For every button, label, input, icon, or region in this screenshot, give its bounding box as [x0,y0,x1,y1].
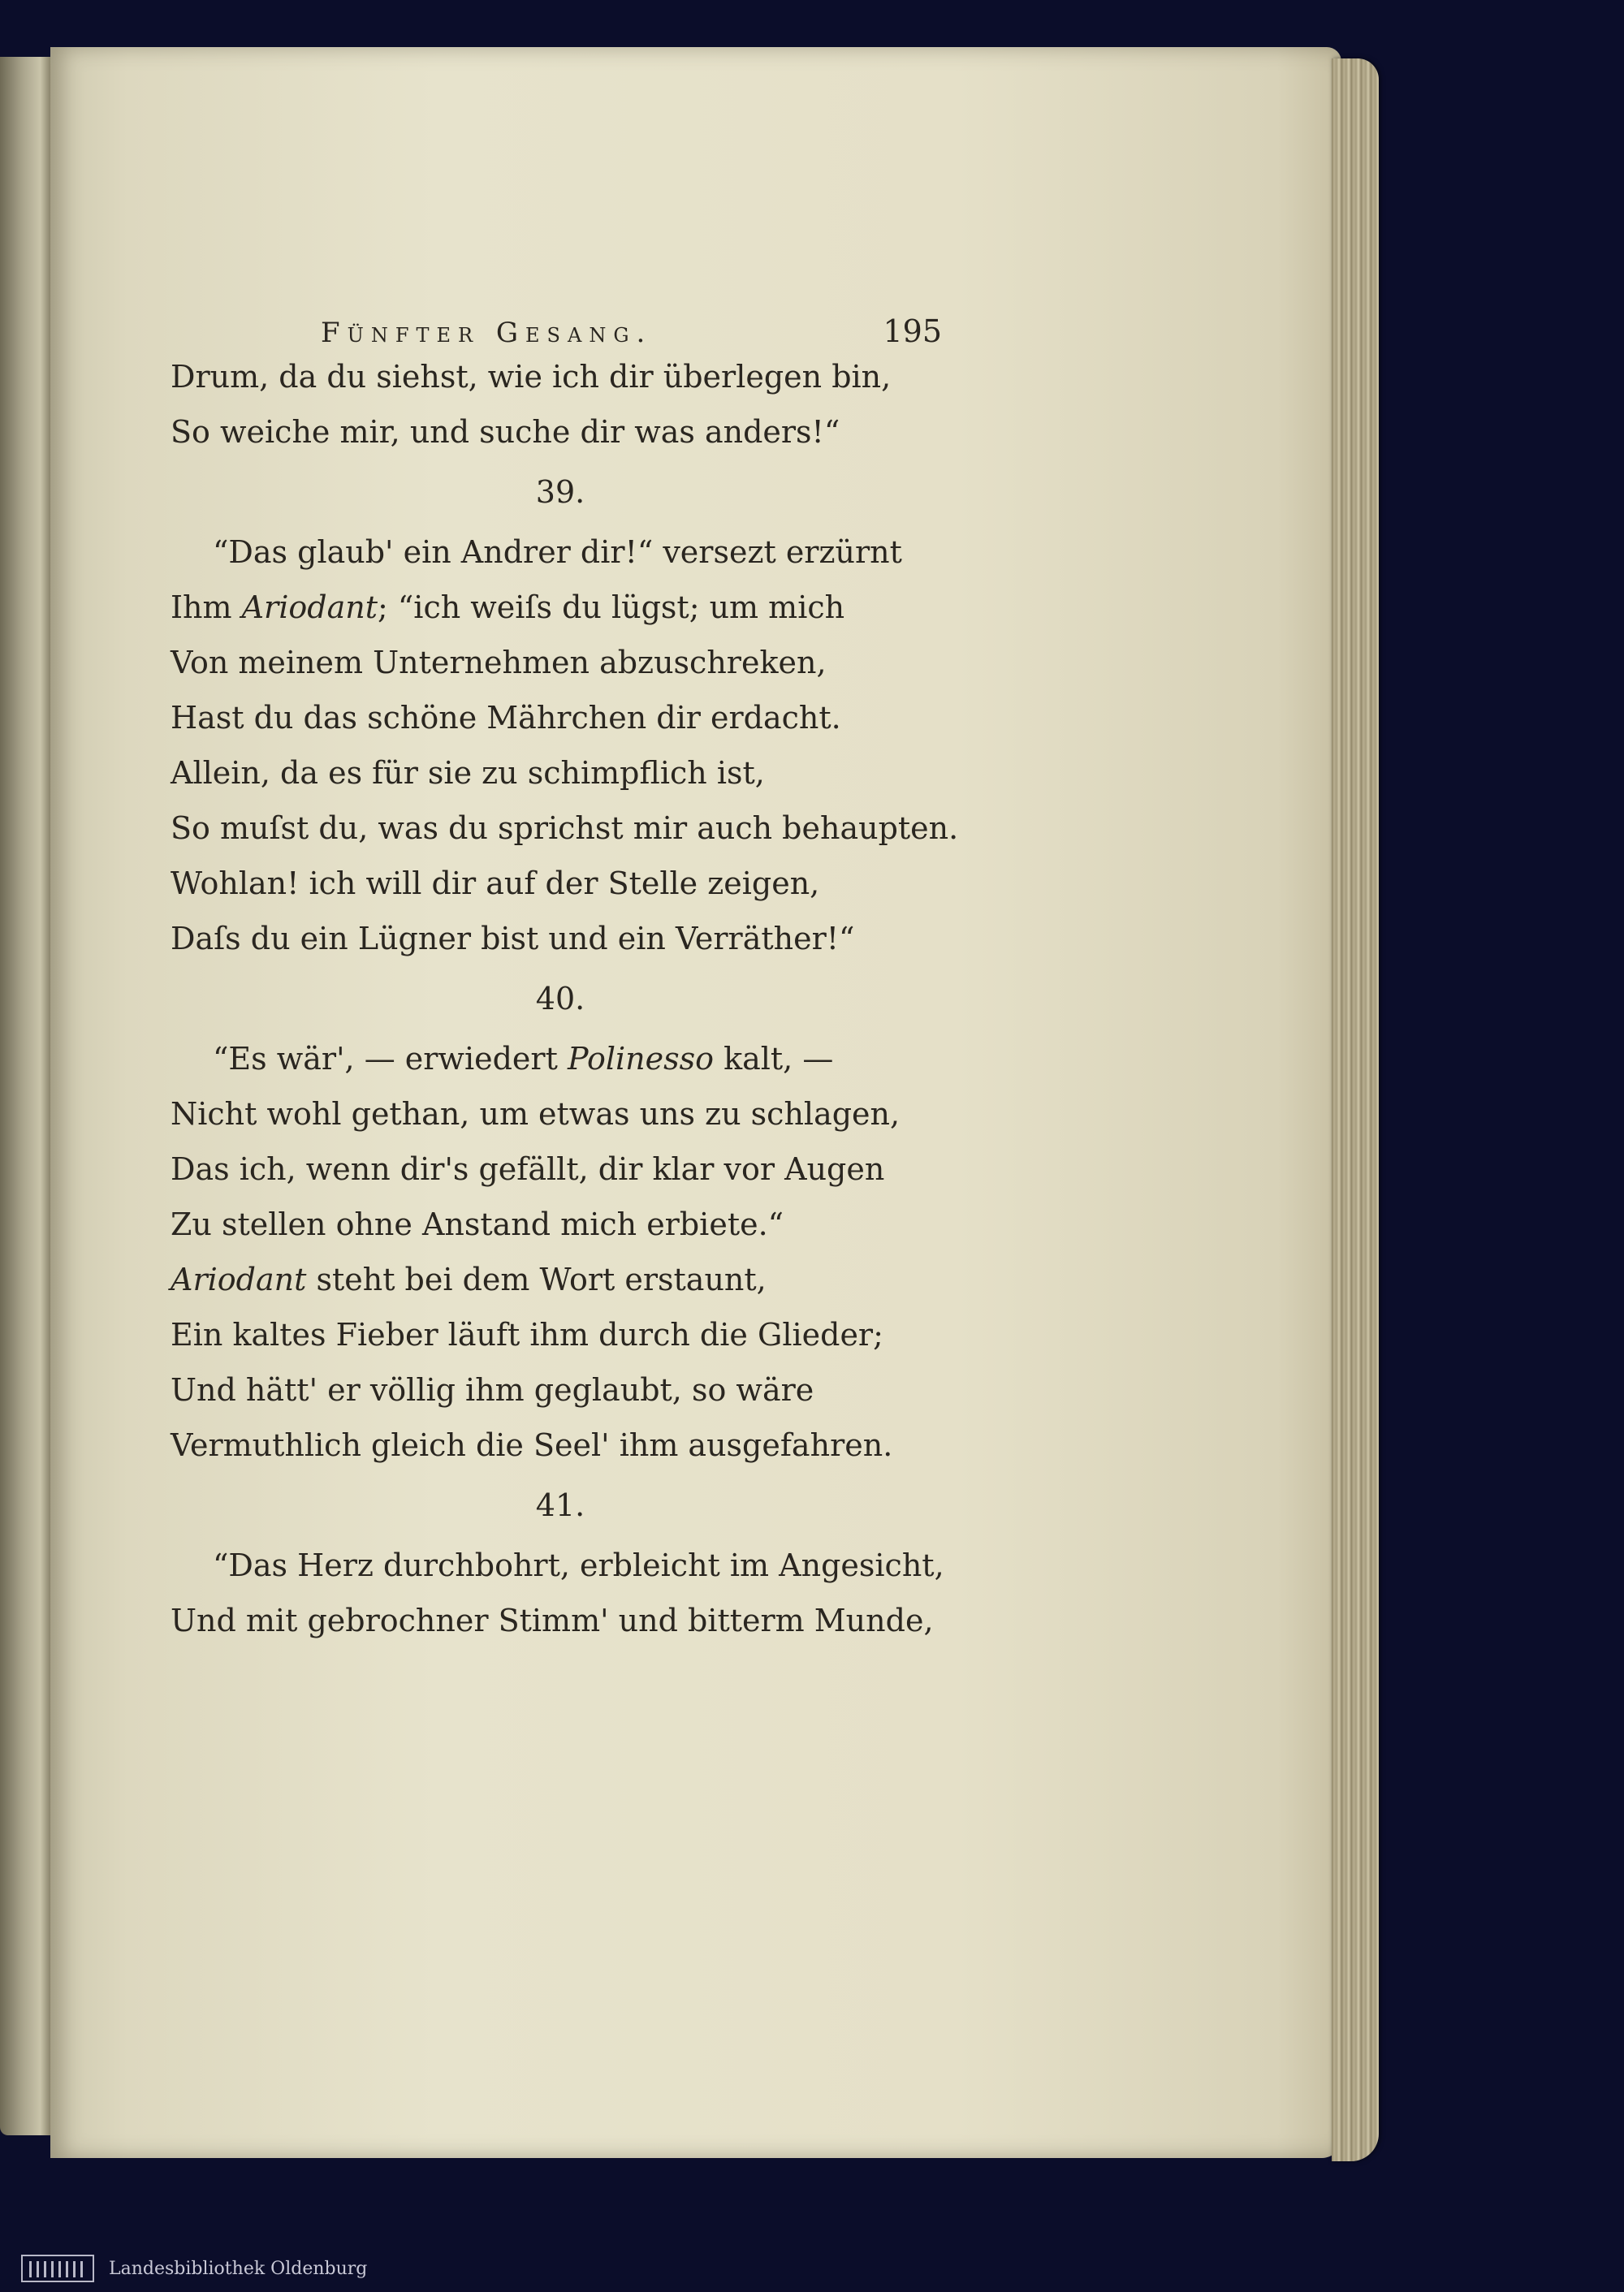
verse-line: Das ich, wenn dir's gefällt, dir klar vor Augen [171,1151,885,1187]
verse-line [171,1252,950,1307]
verse-line [171,1031,950,1086]
page-number: 195 [883,313,942,349]
verse-line: “Das glaub' ein Andrer dir!“ versezt erzürnt [213,534,902,570]
italic-name: Polinesso [567,1041,714,1077]
verse-line: Vermuthlich gleich die Seel' ihm ausgefahren. [171,1427,893,1463]
verse-line: Drum, da du siehst, wie ich dir überlegen bin, [171,359,892,395]
verse-line: Von meinem Unternehmen abzuschreken, [171,645,827,680]
verse-fragment: Ihm [171,589,242,625]
library-building-icon [21,2255,94,2282]
page-block-edge [1332,58,1379,2161]
verse-line: Zu stellen ohne Anstand mich erbiete.“ [171,1206,784,1242]
verse-line: Wohlan! ich will dir auf der Stelle zeigen, [171,865,820,901]
verse-line: Und mit gebrochner Stimm' und bitterm Munde, [171,1603,934,1638]
stanza-number: 40. [535,981,585,1017]
italic-name: Ariodant [241,589,378,625]
verse-fragment: “Es wär', — erwiedert [213,1041,568,1077]
verse-line: Nicht wohl gethan, um etwas uns zu schlagen, [171,1096,901,1132]
verse-line: Daſs du ein Lügner bist und ein Verräther!“ [171,921,855,956]
verse-line: So weiche mir, und suche dir was anders!“ [171,414,840,450]
verse-line: So muſst du, was du sprichst mir auch behaupten. [171,810,959,846]
page-text [171,300,959,1648]
verse-block [171,349,959,1648]
verse-line: Allein, da es für sie zu schimpflich ist, [171,755,765,791]
footer-bar [0,2243,1624,2292]
verse-line: Hast du das schöne Mährchen dir erdacht. [171,700,841,736]
running-title: Fünfter Gesang. [321,317,653,349]
verse-line: Ein kaltes Fieber läuft ihm durch die Glieder; [171,1317,883,1353]
verse-fragment: ; “ich weiſs du lügst; um mich [377,589,845,625]
page-header [171,300,950,349]
verse-fragment: kalt, — [714,1041,834,1077]
library-name: Landesbibliothek Oldenburg [109,2259,368,2279]
verse-line: Und hätt' er völlig ihm geglaubt, so wäre [171,1372,814,1408]
verse-line: “Das Herz durchbohrt, erbleicht im Angesicht, [213,1547,944,1583]
verse-line [171,580,950,635]
facing-page-edge [0,57,50,2135]
italic-name: Ariodant [171,1262,307,1297]
verse-fragment: steht bei dem Wort erstaunt, [306,1262,767,1297]
stanza-number: 41. [535,1487,585,1523]
stanza-number: 39. [535,474,585,510]
